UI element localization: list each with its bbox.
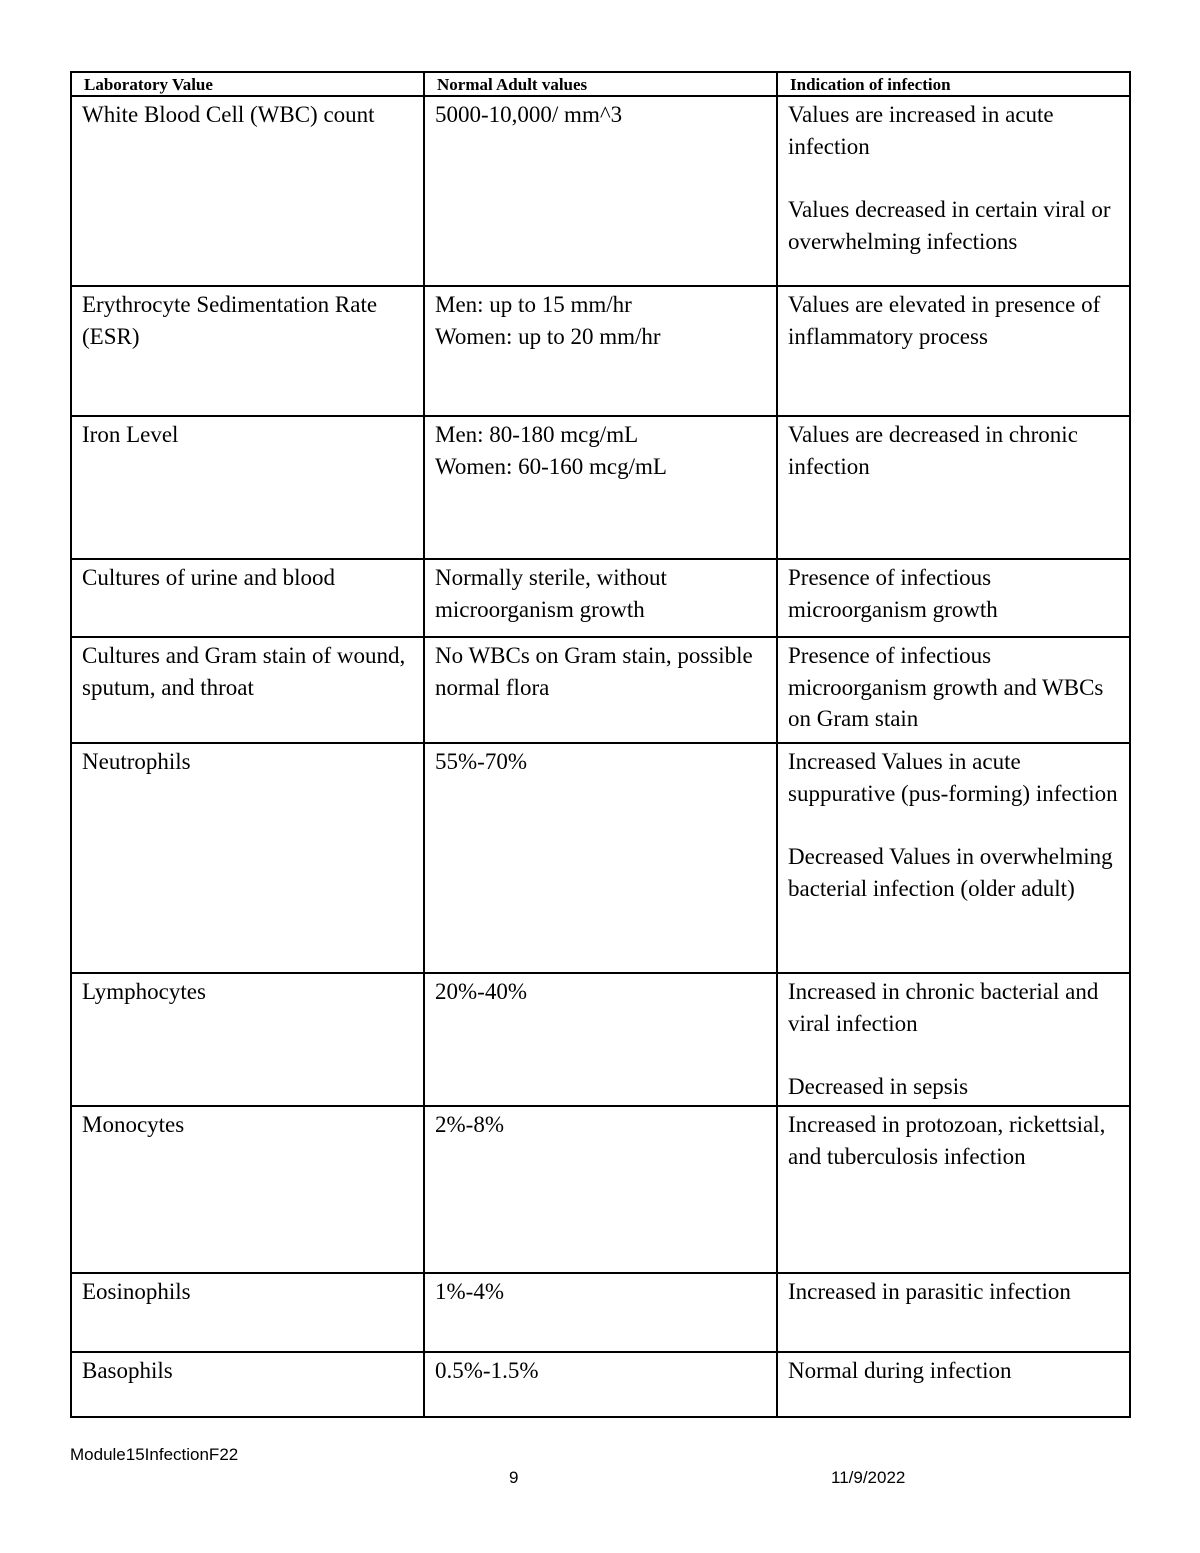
table-row [71, 416, 1130, 559]
normal-value-cell [424, 559, 777, 637]
footer-document-name: Module15InfectionF22 [70, 1445, 239, 1464]
indication-cell [777, 637, 1130, 743]
lab-test-name: Basophils [71, 1352, 424, 1417]
normal-value-cell [424, 416, 777, 559]
indication-text: Presence of infectious microorganism growth [788, 565, 998, 622]
lab-test-name: Iron Level [71, 416, 424, 559]
normal-value-cell [424, 96, 777, 286]
normal-value-line: 2%-8% [435, 1112, 504, 1137]
table-row [71, 96, 1130, 286]
indication-cell [777, 96, 1130, 286]
footer-date: 11/9/2022 [831, 1468, 906, 1487]
table-row [71, 637, 1130, 743]
lab-test-name: Neutrophils [71, 743, 424, 973]
indication-cell [777, 973, 1130, 1106]
lab-test-name: Lymphocytes [71, 973, 424, 1106]
indication-text: Values are decreased in chronic infection [788, 422, 1078, 479]
normal-value-line: No WBCs on Gram stain, possible normal flora [435, 643, 753, 700]
table-row [71, 973, 1130, 1106]
normal-value-line: 0.5%-1.5% [435, 1358, 539, 1383]
indication-text: Increased in parasitic infection [788, 1279, 1071, 1304]
indication-cell [777, 559, 1130, 637]
indication-text: Increased in chronic bacterial and viral infection [788, 979, 1099, 1036]
indication-cell [777, 1273, 1130, 1352]
indication-text: Values are elevated in presence of inflammatory process [788, 292, 1101, 349]
normal-value-line: 1%-4% [435, 1279, 504, 1304]
table-row [71, 286, 1130, 416]
table-row [71, 559, 1130, 637]
normal-value-line: Women: 60-160 mcg/mL [435, 453, 667, 479]
lab-test-name: White Blood Cell (WBC) count [71, 96, 424, 286]
normal-value-cell [424, 1106, 777, 1273]
normal-value-cell [424, 637, 777, 743]
lab-test-name: Monocytes [71, 1106, 424, 1273]
normal-value-line: 55%-70% [435, 749, 527, 774]
table-row [71, 1273, 1130, 1352]
indication-text: Values are increased in acute infection [788, 102, 1054, 159]
indication-cell [777, 286, 1130, 416]
lab-test-name: Cultures and Gram stain of wound, sputum, and throat [71, 637, 424, 743]
footer-page-number: 9 [509, 1468, 519, 1487]
normal-value-cell [424, 1352, 777, 1417]
normal-value-line: Women: up to 20 mm/hr [435, 323, 661, 349]
table-row [71, 743, 1130, 973]
indication-text: Presence of infectious microorganism growth and WBCs on Gram stain [788, 643, 1104, 731]
indication-cell [777, 416, 1130, 559]
table-header-row [71, 72, 1130, 96]
indication-cell [777, 1352, 1130, 1417]
indication-text: Increased Values in acute suppurative (pus-forming) infection [788, 749, 1118, 806]
normal-value-line: Normally sterile, without microorganism growth [435, 565, 667, 622]
indication-text: Decreased Values in overwhelming bacterial infection (older adult) [788, 844, 1113, 901]
table-row [71, 1352, 1130, 1417]
header-indication-of-infection: Indication of infection [777, 72, 1130, 96]
normal-value-cell [424, 1273, 777, 1352]
normal-value-line: Men: 80-180 mcg/mL [435, 422, 639, 447]
indication-text: Normal during infection [788, 1358, 1012, 1383]
lab-test-name: Erythrocyte Sedimentation Rate (ESR) [71, 286, 424, 416]
normal-value-cell [424, 743, 777, 973]
header-laboratory-value: Laboratory Value [71, 72, 424, 96]
indication-cell [777, 743, 1130, 973]
indication-text: Decreased in sepsis [788, 1074, 969, 1099]
normal-value-cell [424, 973, 777, 1106]
normal-value-line: 5000-10,000/ mm^3 [435, 102, 623, 127]
table-row [71, 1106, 1130, 1273]
normal-value-line: 20%-40% [435, 979, 527, 1004]
indication-text: Values decreased in certain viral or overwhelming infections [788, 197, 1111, 254]
normal-value-cell [424, 286, 777, 416]
lab-test-name: Eosinophils [71, 1273, 424, 1352]
header-normal-adult-values: Normal Adult values [424, 72, 777, 96]
indication-text: Increased in protozoan, rickettsial, and tuberculosis infection [788, 1112, 1106, 1169]
lab-test-name: Cultures of urine and blood [71, 559, 424, 637]
normal-value-line: Men: up to 15 mm/hr [435, 292, 632, 317]
indication-cell [777, 1106, 1130, 1273]
lab-values-table [70, 71, 1131, 1418]
